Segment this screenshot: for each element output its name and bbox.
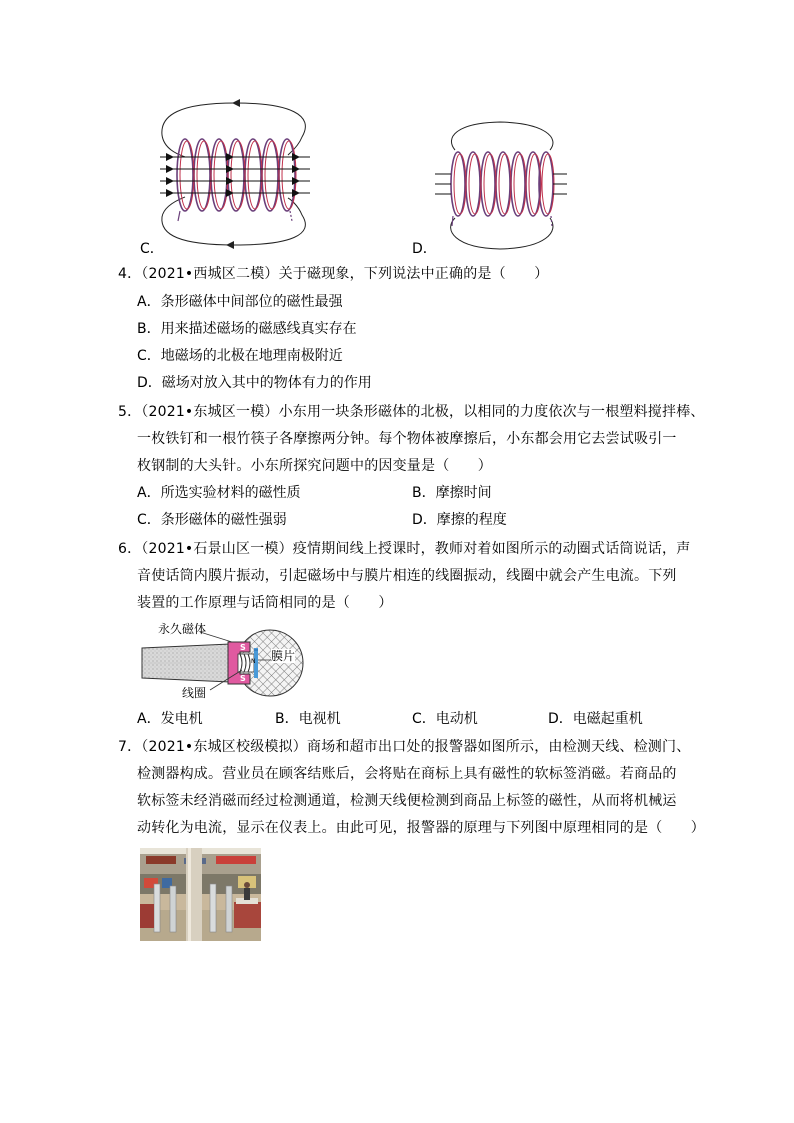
figure-d-solenoid-field [425,118,575,253]
q6-option-d[interactable]: D．电磁起重机 [548,711,643,727]
store-alarm-photo [140,848,261,941]
label-coil: 线圈 [182,686,207,700]
q4-option-d[interactable]: D．磁场对放入其中的物体有力的作用 [137,375,372,391]
q5-stem-line-3: 枚钢制的大头针。小东所探究问题中的因变量是（ ） [137,458,492,474]
q7-stem-line-4: 动转化为电流，显示在仪表上。由此可见，报警器的原理与下列图中原理相同的是（ ） [137,820,705,836]
q5-stem-line-1: 5．（2021•东城区一模）小东用一块条形磁体的北极，以相同的力度依次与一根塑料搅拌棒、 [118,404,705,420]
q7-stem-line-1: 7．（2021•东城区校级模拟）商场和超市出口处的报警器如图所示，由检测天线、检测门、 [118,739,691,755]
q5-option-a[interactable]: A．所选实验材料的磁性质 [137,485,301,501]
q7-stem-line-2: 检测器构成。营业员在顾客结账后，会将贴在商标上具有磁性的软标签消磁。若商品的 [137,766,677,782]
q6-option-b[interactable]: B．电视机 [275,711,341,727]
pole-n: N [251,658,256,665]
label-membrane: 膜片 [271,649,296,663]
figure-c-label: C． [140,241,164,257]
q5-option-b[interactable]: B．摩擦时间 [412,485,492,501]
figure-c-solenoid-field [140,95,330,255]
q6-stem-line-2: 音使话筒内膜片振动，引起磁场中与膜片相连的线圈振动，线圈中就会产生电流。下列 [137,568,677,584]
figure-d-label: D． [412,241,437,257]
pole-s-top: S [240,643,246,652]
q5-stem-line-2: 一枚铁钉和一根竹筷子各摩擦两分钟。每个物体被摩擦后，小东都会用它去尝试吸引一 [137,431,677,447]
pole-s-bottom: S [240,674,246,683]
q5-option-c[interactable]: C．条形磁体的磁性强弱 [137,512,287,528]
q6-option-a[interactable]: A．发电机 [137,711,203,727]
q4-option-b[interactable]: B．用来描述磁场的磁感线真实存在 [137,321,357,337]
q6-stem-line-3: 装置的工作原理与话筒相同的是（ ） [137,595,393,611]
q7-stem-line-3: 软标签未经消磁而经过检测通道，检测天线便检测到商品上标签的磁性，从而将机械运 [137,793,677,809]
q6-stem-line-1: 6．（2021•石景山区一模）疫情期间线上授课时，教师对着如图所示的动圈式话筒说话，声 [118,541,691,557]
q6-option-c[interactable]: C．电动机 [412,711,478,727]
label-permanent-magnet: 永久磁体 [158,622,207,636]
q4-stem: 4．（2021•西城区二模）关于磁现象，下列说法中正确的是（ ） [118,266,549,282]
q4-option-c[interactable]: C．地磁场的北极在地理南极附近 [137,348,343,364]
q4-option-a[interactable]: A．条形磁体中间部位的磁性最强 [137,294,343,310]
microphone-figure [140,620,310,702]
q5-option-d[interactable]: D．摩擦的程度 [412,512,507,528]
